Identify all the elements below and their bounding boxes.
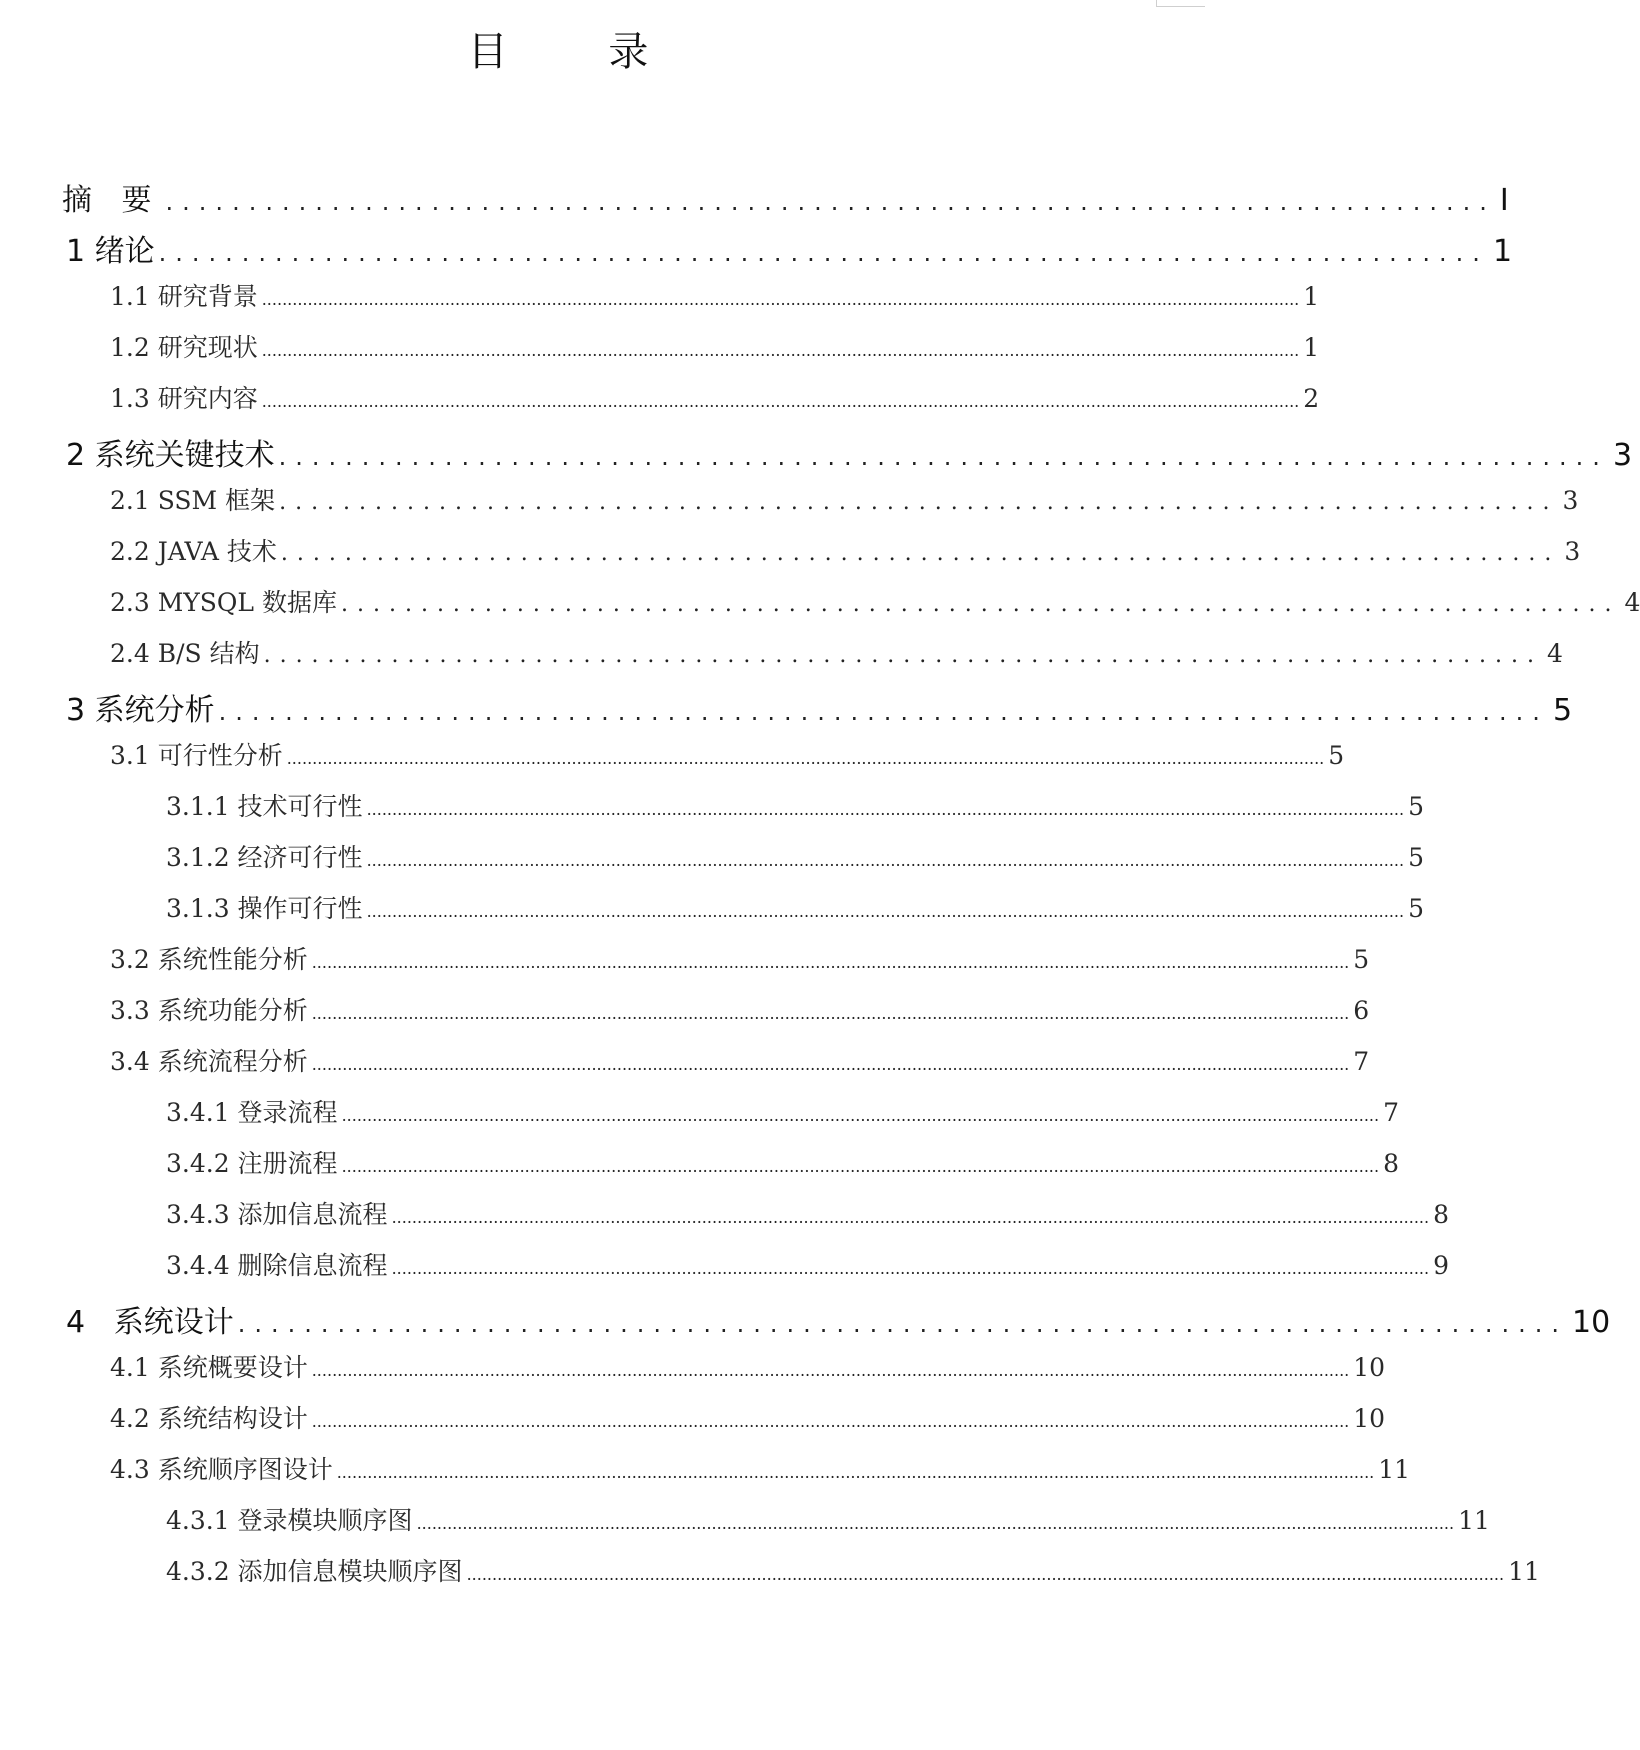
toc-entry-3-1-1[interactable]	[62, 787, 1424, 838]
dot-leader: ................................................................................	[218, 698, 1549, 726]
toc-entry-1-3[interactable]	[62, 379, 1320, 430]
toc-entry-page: 5	[1408, 894, 1424, 923]
dot-leader: ............................................................................................................................................................................................................	[311, 1361, 1350, 1380]
toc-entry-label: 4.2 系统结构设计	[110, 1404, 308, 1433]
toc-entry-label: 3.1.2 经济可行性	[166, 843, 363, 872]
table-of-contents	[62, 175, 1640, 1603]
toc-entry-page: 3	[1564, 537, 1581, 566]
dot-leader: ............................................................................................................................................................................................................	[366, 902, 1405, 921]
toc-entry-label: 4.3 系统顺序图设计	[110, 1455, 333, 1484]
toc-entry-label: 4.1 系统概要设计	[110, 1353, 308, 1382]
dot-leader: ................................................................................	[278, 443, 1609, 471]
dot-leader: ............................................................................................................................................................................................................	[261, 392, 1300, 411]
toc-entry-page: 4	[1547, 639, 1563, 668]
dot-leader: ............................................................................................................................................................................................................	[261, 341, 1300, 360]
toc-entry-label: 1 绪论	[66, 234, 155, 269]
toc-entry-3-4-4[interactable]	[62, 1246, 1449, 1297]
toc-entry-label: 2.1 SSM 框架	[110, 486, 276, 515]
toc-entry-4-3-1[interactable]	[62, 1501, 1490, 1552]
dot-leader: ................................................................................	[165, 188, 1496, 216]
toc-entry-page: 1	[1303, 282, 1320, 311]
toc-entry-label: 摘 要	[62, 183, 162, 218]
dot-leader: ................................................................................	[340, 592, 1621, 617]
toc-entry-page: 11	[1458, 1506, 1490, 1535]
toc-entry-label: 1.3 研究内容	[110, 384, 258, 413]
toc-entry-2-4[interactable]	[62, 634, 1563, 685]
toc-entry-page: 10	[1353, 1353, 1386, 1382]
dot-leader: ................................................................................	[158, 239, 1489, 267]
toc-entry-label: 3.1.1 技术可行性	[166, 792, 363, 821]
toc-entry-page: 11	[1378, 1455, 1411, 1484]
toc-entry-4-2[interactable]	[62, 1399, 1386, 1450]
toc-entry-page: 2	[1303, 384, 1320, 413]
toc-entry-label: 2.4 B/S 结构	[110, 639, 260, 668]
toc-entry-page: 6	[1353, 996, 1370, 1025]
toc-entry-page: 1	[1492, 234, 1513, 269]
toc-entry-page: I	[1499, 183, 1509, 218]
toc-entry-3-4-2[interactable]	[62, 1144, 1399, 1195]
toc-entry-2-2[interactable]	[62, 532, 1581, 583]
dot-leader: ............................................................................................................................................................................................................	[311, 1412, 1350, 1431]
toc-entry-1-1[interactable]	[62, 277, 1320, 328]
dot-leader: ............................................................................................................................................................................................................	[311, 953, 1350, 972]
toc-entry-2-3[interactable]	[62, 583, 1640, 634]
toc-entry-3-1[interactable]	[62, 736, 1345, 787]
toc-entry-label: 3 系统分析	[66, 693, 215, 728]
toc-entry-label: 1.2 研究现状	[110, 333, 258, 362]
toc-entry-3-4-3[interactable]	[62, 1195, 1449, 1246]
dot-leader: ................................................................................	[263, 643, 1544, 668]
toc-entry-3-2[interactable]	[62, 940, 1370, 991]
dot-leader: ............................................................................................................................................................................................................	[466, 1565, 1505, 1584]
toc-entry-page: 1	[1303, 333, 1320, 362]
toc-entry-page: 3	[1562, 486, 1579, 515]
toc-entry-page: 5	[1328, 741, 1345, 770]
toc-entry-label: 3.2 系统性能分析	[110, 945, 308, 974]
toc-entry-2-1[interactable]	[62, 481, 1579, 532]
toc-entry-page: 4	[1624, 588, 1640, 617]
toc-entry-page: 5	[1408, 792, 1424, 821]
toc-entry-chapter-2[interactable]	[62, 430, 1633, 481]
toc-entry-page: 10	[1572, 1305, 1611, 1340]
dot-leader: ............................................................................................................................................................................................................	[391, 1259, 1430, 1278]
toc-entry-label: 1.1 研究背景	[110, 282, 258, 311]
toc-entry-chapter-1[interactable]	[62, 226, 1513, 277]
toc-entry-1-2[interactable]	[62, 328, 1320, 379]
dot-leader: ............................................................................................................................................................................................................	[341, 1106, 1380, 1125]
dot-leader: ............................................................................................................................................................................................................	[366, 851, 1405, 870]
toc-entry-label: 3.4.4 删除信息流程	[166, 1251, 388, 1280]
toc-entry-4-3-2[interactable]	[62, 1552, 1540, 1603]
dot-leader: ............................................................................................................................................................................................................	[311, 1004, 1350, 1023]
toc-entry-chapter-3[interactable]	[62, 685, 1573, 736]
dot-leader: ............................................................................................................................................................................................................	[416, 1514, 1455, 1533]
toc-entry-label: 3.1 可行性分析	[110, 741, 283, 770]
toc-entry-page: 5	[1408, 843, 1424, 872]
toc-entry-label: 3.3 系统功能分析	[110, 996, 308, 1025]
toc-entry-page: 9	[1433, 1251, 1449, 1280]
toc-entry-page: 7	[1383, 1098, 1399, 1127]
toc-entry-3-3[interactable]	[62, 991, 1370, 1042]
toc-entry-label: 2.3 MYSQL 数据库	[110, 588, 337, 617]
dot-leader: ............................................................................................................................................................................................................	[311, 1055, 1350, 1074]
toc-entry-label: 2 系统关键技术	[66, 438, 275, 473]
toc-entry-page: 8	[1383, 1149, 1399, 1178]
toc-entry-page: 11	[1508, 1557, 1540, 1586]
toc-entry-page: 8	[1433, 1200, 1449, 1229]
toc-entry-page: 7	[1353, 1047, 1370, 1076]
dot-leader: ............................................................................................................................................................................................................	[391, 1208, 1430, 1227]
page-corner-mark	[1156, 0, 1205, 7]
toc-title: 目 录	[467, 29, 693, 75]
toc-entry-chapter-4[interactable]	[62, 1297, 1611, 1348]
dot-leader: ................................................................................	[279, 490, 1559, 515]
toc-entry-page: 3	[1612, 438, 1633, 473]
toc-entry-4-3[interactable]	[62, 1450, 1411, 1501]
toc-entry-label: 3.4.1 登录流程	[166, 1098, 338, 1127]
toc-entry-label: 3.4 系统流程分析	[110, 1047, 308, 1076]
toc-entry-3-1-3[interactable]	[62, 889, 1424, 940]
dot-leader: ................................................................................	[280, 541, 1561, 566]
dot-leader: ............................................................................................................................................................................................................	[261, 290, 1300, 309]
dot-leader: ............................................................................................................................................................................................................	[366, 800, 1405, 819]
toc-entry-label: 3.4.2 注册流程	[166, 1149, 338, 1178]
toc-entry-3-4-1[interactable]	[62, 1093, 1399, 1144]
dot-leader: ............................................................................................................................................................................................................	[341, 1157, 1380, 1176]
toc-entry-label: 2.2 JAVA 技术	[110, 537, 277, 566]
dot-leader: ............................................................................................................................................................................................................	[286, 749, 1325, 768]
toc-entry-label: 4 系统设计	[66, 1305, 234, 1340]
toc-entry-page: 5	[1552, 693, 1573, 728]
toc-entry-label: 4.3.2 添加信息模块顺序图	[166, 1557, 463, 1586]
toc-entry-4-1[interactable]	[62, 1348, 1386, 1399]
toc-entry-3-4[interactable]	[62, 1042, 1370, 1093]
toc-entry-page: 10	[1353, 1404, 1386, 1433]
toc-entry-page: 5	[1353, 945, 1370, 974]
dot-leader: ................................................................................	[237, 1310, 1569, 1338]
toc-entry-label: 4.3.1 登录模块顺序图	[166, 1506, 413, 1535]
toc-entry-abstract[interactable]	[62, 175, 1509, 226]
dot-leader: ............................................................................................................................................................................................................	[336, 1463, 1375, 1482]
toc-entry-label: 3.1.3 操作可行性	[166, 894, 363, 923]
toc-entry-label: 3.4.3 添加信息流程	[166, 1200, 388, 1229]
toc-entry-3-1-2[interactable]	[62, 838, 1424, 889]
